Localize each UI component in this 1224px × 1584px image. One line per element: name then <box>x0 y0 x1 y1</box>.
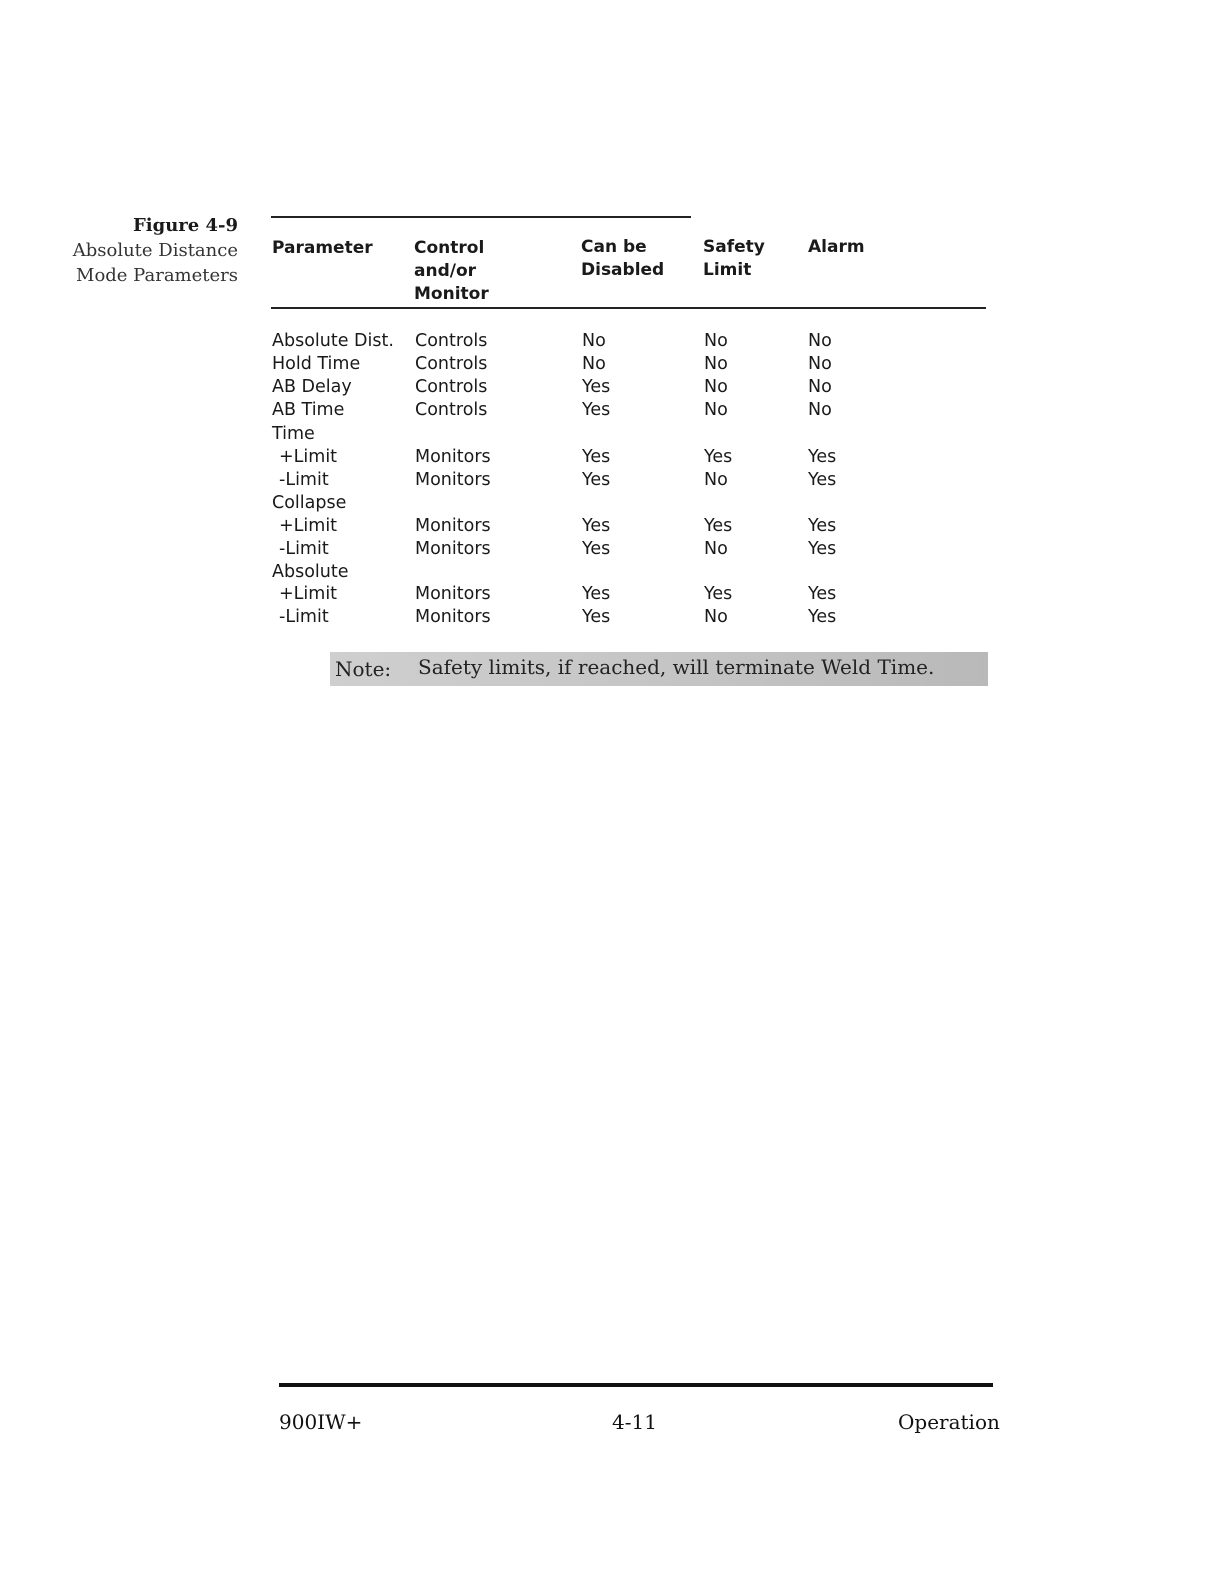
cell-parameter-group: Absolute <box>272 562 349 582</box>
cell-safety: No <box>704 400 728 420</box>
cell-disabled: Yes <box>582 470 611 490</box>
cell-disabled: Yes <box>582 377 611 397</box>
figure-title-line2: Mode Parameters <box>76 265 238 286</box>
cell-control: Controls <box>415 400 488 420</box>
cell-parameter: Absolute Dist. <box>272 331 394 351</box>
footer-page-number: 4-11 <box>612 1410 657 1434</box>
cell-parameter: -Limit <box>279 607 329 627</box>
footer-section: Operation <box>898 1410 1000 1434</box>
cell-control: Controls <box>415 331 488 351</box>
cell-parameter: AB Delay <box>272 377 352 397</box>
figure-number: Figure 4-9 <box>132 215 238 236</box>
table-row <box>0 538 1224 561</box>
cell-disabled: Yes <box>582 607 611 627</box>
header-safety-limit: Safety Limit <box>703 237 765 280</box>
header-control-monitor: Control and/or Monitor <box>414 238 489 304</box>
cell-parameter: +Limit <box>279 516 338 536</box>
cell-parameter: +Limit <box>279 584 338 604</box>
cell-safety: Yes <box>704 516 733 536</box>
cell-alarm: Yes <box>808 470 837 490</box>
cell-safety: No <box>704 354 728 374</box>
cell-parameter-group: Collapse <box>272 493 347 513</box>
cell-disabled: Yes <box>582 516 611 536</box>
table-row <box>0 515 1224 538</box>
cell-safety: No <box>704 377 728 397</box>
cell-safety: Yes <box>704 447 733 467</box>
cell-parameter: -Limit <box>279 539 329 559</box>
footer-product: 900IW+ <box>279 1410 363 1434</box>
cell-alarm: Yes <box>808 607 837 627</box>
note-text: Safety limits, if reached, will terminate Weld Time. <box>418 655 935 679</box>
table-row <box>0 446 1224 469</box>
table-top-rule <box>271 216 691 218</box>
cell-alarm: No <box>808 377 832 397</box>
table-row <box>0 606 1224 629</box>
cell-control: Monitors <box>415 470 491 490</box>
header-can-be-disabled: Can be Disabled <box>581 237 665 280</box>
cell-alarm: Yes <box>808 447 837 467</box>
note-banner <box>330 652 988 686</box>
cell-safety: No <box>704 539 728 559</box>
cell-control: Monitors <box>415 447 491 467</box>
cell-alarm: No <box>808 354 832 374</box>
table-group-row <box>0 492 1224 515</box>
cell-disabled: Yes <box>582 400 611 420</box>
cell-parameter: +Limit <box>279 447 338 467</box>
cell-alarm: Yes <box>808 539 837 559</box>
cell-disabled: No <box>582 331 606 351</box>
cell-control: Controls <box>415 377 488 397</box>
table-header-rule <box>271 307 986 309</box>
cell-alarm: Yes <box>808 584 837 604</box>
figure-caption <box>40 213 238 288</box>
table-row <box>0 399 1224 422</box>
cell-alarm: Yes <box>808 516 837 536</box>
cell-control: Monitors <box>415 516 491 536</box>
table-row <box>0 330 1224 353</box>
table-row <box>0 469 1224 492</box>
cell-parameter: Hold Time <box>272 354 361 374</box>
table-row <box>0 376 1224 399</box>
cell-alarm: No <box>808 400 832 420</box>
header-alarm: Alarm <box>808 237 865 257</box>
figure-title-line1: Absolute Distance <box>72 240 238 261</box>
cell-control: Controls <box>415 354 488 374</box>
cell-safety: No <box>704 607 728 627</box>
cell-control: Monitors <box>415 539 491 559</box>
cell-parameter-group: Time <box>272 424 315 444</box>
cell-parameter: -Limit <box>279 470 329 490</box>
cell-safety: Yes <box>704 584 733 604</box>
cell-alarm: No <box>808 331 832 351</box>
table-row <box>0 353 1224 376</box>
table-row <box>0 583 1224 606</box>
cell-safety: No <box>704 331 728 351</box>
cell-disabled: Yes <box>582 584 611 604</box>
cell-control: Monitors <box>415 607 491 627</box>
cell-disabled: Yes <box>582 447 611 467</box>
header-parameter: Parameter <box>272 238 373 258</box>
cell-disabled: No <box>582 354 606 374</box>
cell-safety: No <box>704 470 728 490</box>
table-group-row <box>0 561 1224 584</box>
cell-control: Monitors <box>415 584 491 604</box>
note-label: Note: <box>335 657 392 681</box>
cell-disabled: Yes <box>582 539 611 559</box>
cell-parameter: AB Time <box>272 400 345 420</box>
footer-rule <box>279 1383 993 1387</box>
table-group-row <box>0 423 1224 446</box>
